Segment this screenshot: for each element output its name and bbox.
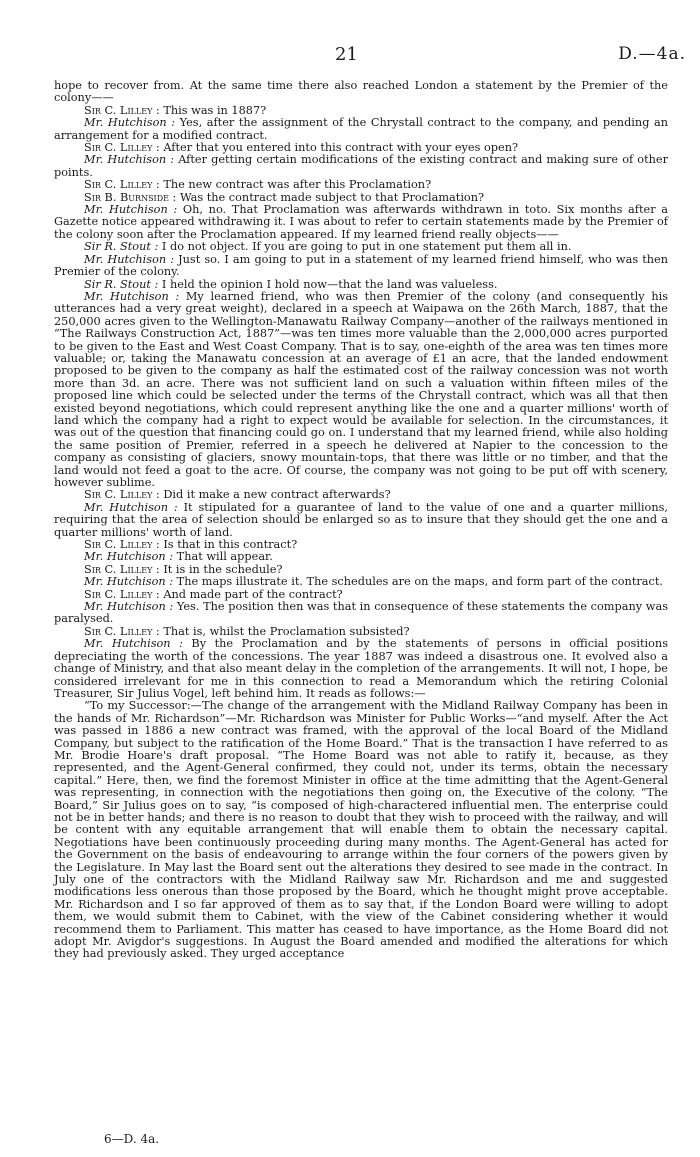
speaker-label: Mr. Hutchison : — [84, 637, 183, 651]
paragraph-text: After getting certain modifications of the existing contract and making sure of other points. — [54, 153, 669, 179]
paragraph — [54, 117, 668, 142]
paragraph — [54, 154, 668, 179]
speaker-label: Sir R. Stout : — [84, 240, 159, 254]
paragraph — [54, 204, 668, 241]
speaker-label: Mr. Hutchison : — [84, 550, 174, 564]
page-number: 21 — [335, 44, 358, 65]
body-text — [54, 80, 668, 961]
speaker-label: Sir C. Lilley : — [84, 538, 160, 552]
speaker-label: Sir C. Lilley : — [84, 562, 160, 576]
paragraph — [54, 601, 668, 626]
paragraph-text: I do not object. If you are going to put in one statement put them all in. — [161, 240, 572, 254]
paragraph-text: It stipulated for a guarantee of land to the value of one and a quarter millions, requiring that the area of selection should be enlarged so as to insure that they should get the one and a quarter millions' worth of land. — [54, 500, 669, 539]
speaker-label: Mr. Hutchison : — [84, 600, 174, 614]
paragraph-text: I held the opinion I hold now—that the land was valueless. — [161, 277, 498, 291]
paragraph-text: Did it make a new contract afterwards? — [163, 488, 391, 502]
speaker-label: Sir R. Stout : — [84, 277, 159, 291]
paragraph — [54, 638, 668, 700]
speaker-label: Mr. Hutchison : — [84, 289, 180, 303]
paragraph-text: Yes, after the assignment of the Chrystall contract to the company, and pending an arrangement for a modified contract. — [54, 116, 669, 142]
paragraph-text: Is that in this contract? — [163, 538, 298, 552]
speaker-label: Mr. Hutchison : — [84, 500, 178, 514]
speaker-label: Mr. Hutchison : — [84, 252, 175, 266]
paragraph-text: After that you entered into this contract with your eyes open? — [163, 141, 519, 155]
paragraph-text: Oh, no. That Proclamation was afterwards withdrawn in toto. Six months after a Gazette notice appeared withdrawing it. I was about to refer to certain statements made by the Premier of the colony soon after the Proclamation appeared. If my learned friend really objects—— — [54, 203, 668, 241]
document-reference: D.—4a. — [618, 44, 686, 64]
speaker-label: Sir C. Lilley : — [84, 488, 160, 502]
speaker-label: Mr. Hutchison : — [84, 575, 174, 589]
paragraph-text: The maps illustrate it. The schedules are on the maps, and form part of the contract. — [176, 575, 663, 589]
speaker-label: Sir C. Lilley : — [84, 587, 160, 601]
paragraph-text: Just so. I am going to put in a statement of my learned friend himself, who was then Premier of the colony. — [54, 252, 668, 279]
paragraph — [54, 254, 668, 279]
speaker-label: Mr. Hutchison : — [84, 153, 175, 167]
paragraph-text: My learned friend, who was then Premier of the colony (and consequently his utterances had a very great weight), declared in a speech at Waipawa on the 26th March, 1887, that the 250,000 acres given to the Wellington-Manawatu Railway Company—another of the railways mentioned in “The Railways Construction Act, 1887”—was ten times more valuable than the 2,000,000 acres purported to be given to the East and West Coast Company. That is to say, one-eighth of the area was ten times more valuable; or, taking the Manawatu concession at an average of £1 an acre, that the landed endowment proposed to be given to the company as half the estimated cost of the railway concession was not worth more than 3d. an acre. There was not sufficient land on such a valuation within fifteen miles of the proposed line which could be selected under the terms of the Chrystall contract, which was all that then existed beyond negotiations, which could represent anything like the one and a quarter millions' worth of land which the company had a right to expect would be available for selection. In the circumstances, it was out of the question that financing could go on. I understand that my learned friend, while also holding the same position of Premier, referred in a speech he delivered at Napier to the concession to the company as consisting of glaciers, snowy mountain-tops, that there was little or no timber, and that the land would not feed a goat to the acre. Of course, the company was not going to be put off with scenery, however sublime. — [54, 289, 668, 489]
paragraph-text: That will appear. — [176, 550, 273, 564]
paragraph-text: By the Proclamation and by the statements of persons in official positions depreciating the worth of the concessions. The year 1887 was indeed a disastrous one. It evolved also a change of Ministry, and that also meant delay in the completion of the arrangements. It will not, I hope, be considered irrelevant for me in this connection to read a Memorandum which the retiring Colonial Treasurer, Sir Julius Vogel, left behind him. It reads as follows:— — [54, 637, 668, 700]
signature-mark: 6—D. 4a. — [104, 1132, 160, 1146]
paragraph-text: Yes. The position then was that in consequence of these statements the company was paralysed. — [54, 600, 669, 626]
paragraph: hope to recover from. At the same time there also reached London a statement by the Premier of the colony—— — [54, 79, 668, 105]
speaker-label: Sir C. Lilley : — [84, 141, 160, 155]
paragraph-text: It is in the schedule? — [163, 562, 283, 576]
paragraph-text: And made part of the contract? — [163, 587, 343, 601]
speaker-label: Mr. Hutchison : — [84, 203, 178, 217]
paragraph-text: This was in 1887? — [163, 103, 267, 117]
speaker-label: Sir B. Burnside : — [84, 190, 177, 204]
paragraph-text: The new contract was after this Proclamation? — [163, 178, 432, 192]
paragraph-text: Was the contract made subject to that Proclamation? — [179, 190, 485, 204]
page-header — [0, 40, 700, 70]
paragraph — [54, 291, 668, 490]
speaker-label: Sir C. Lilley : — [84, 624, 160, 638]
speaker-label: Mr. Hutchison : — [84, 116, 176, 130]
paragraph-text: That is, whilst the Proclamation subsisted? — [163, 624, 410, 638]
speaker-label: Sir C. Lilley : — [84, 178, 160, 192]
speaker-label: Sir C. Lilley : — [84, 103, 160, 117]
paragraph — [54, 502, 668, 539]
memorandum-paragraph: “To my Successor:—The change of the arrangement with the Midland Railway Company has been in the hands of Mr. Richardson”—Mr. Richardson was Minister for Public Works—“and myself. After the Act was passed in 1886 a new contract was framed, with the approval of the local Board of the Midland Company, but subject to the ratification of the Home Board.” That is the transaction I have referred to as Mr. Brodie Hoare's draft proposal. “The Home Board was not able to ratify it, because, as they represented, and the Agent-General confirmed, they could not, under its terms, obtain the necessary capital.” Here, then, we find the foremost Minister in office at the time admitting that the Agent-General was representing, in connection with the negotiations then going on, the Executive of the colony. “The Board,” Sir Julius goes on to say, “is composed of high-charactered influential men. The enterprise could not be in better hands; and there is no reason to doubt that they wish to proceed with the railway, and will be content with any equitable arrangement that will enable them to obtain the necessary capital. Negotiations have been continuously proceeding during many months. The Agent-General has acted for the Government on the basis of endeavouring to arrange within the four corners of the powers given by the Legislature. In May last the Board sent out the alterations they desired to see made in the contract. In July one of the contractors with the Midland Railway saw Mr. Richardson and me and suggested modifications less onerous than those proposed by the Board, which he thought might prove acceptable. Mr. Richardson and I so far approved of them as to say that, if the London Board were willing to adopt them, we would submit them to Cabinet, with the view of the Cabinet considering whether it would recommend them to Parliament. This matter has ceased to have importance, as the Home Board did not adopt Mr. Avigdor's suggestions. In August the Board amended and modified the alterations for which they had previously asked. They urged acceptance — [54, 699, 668, 961]
